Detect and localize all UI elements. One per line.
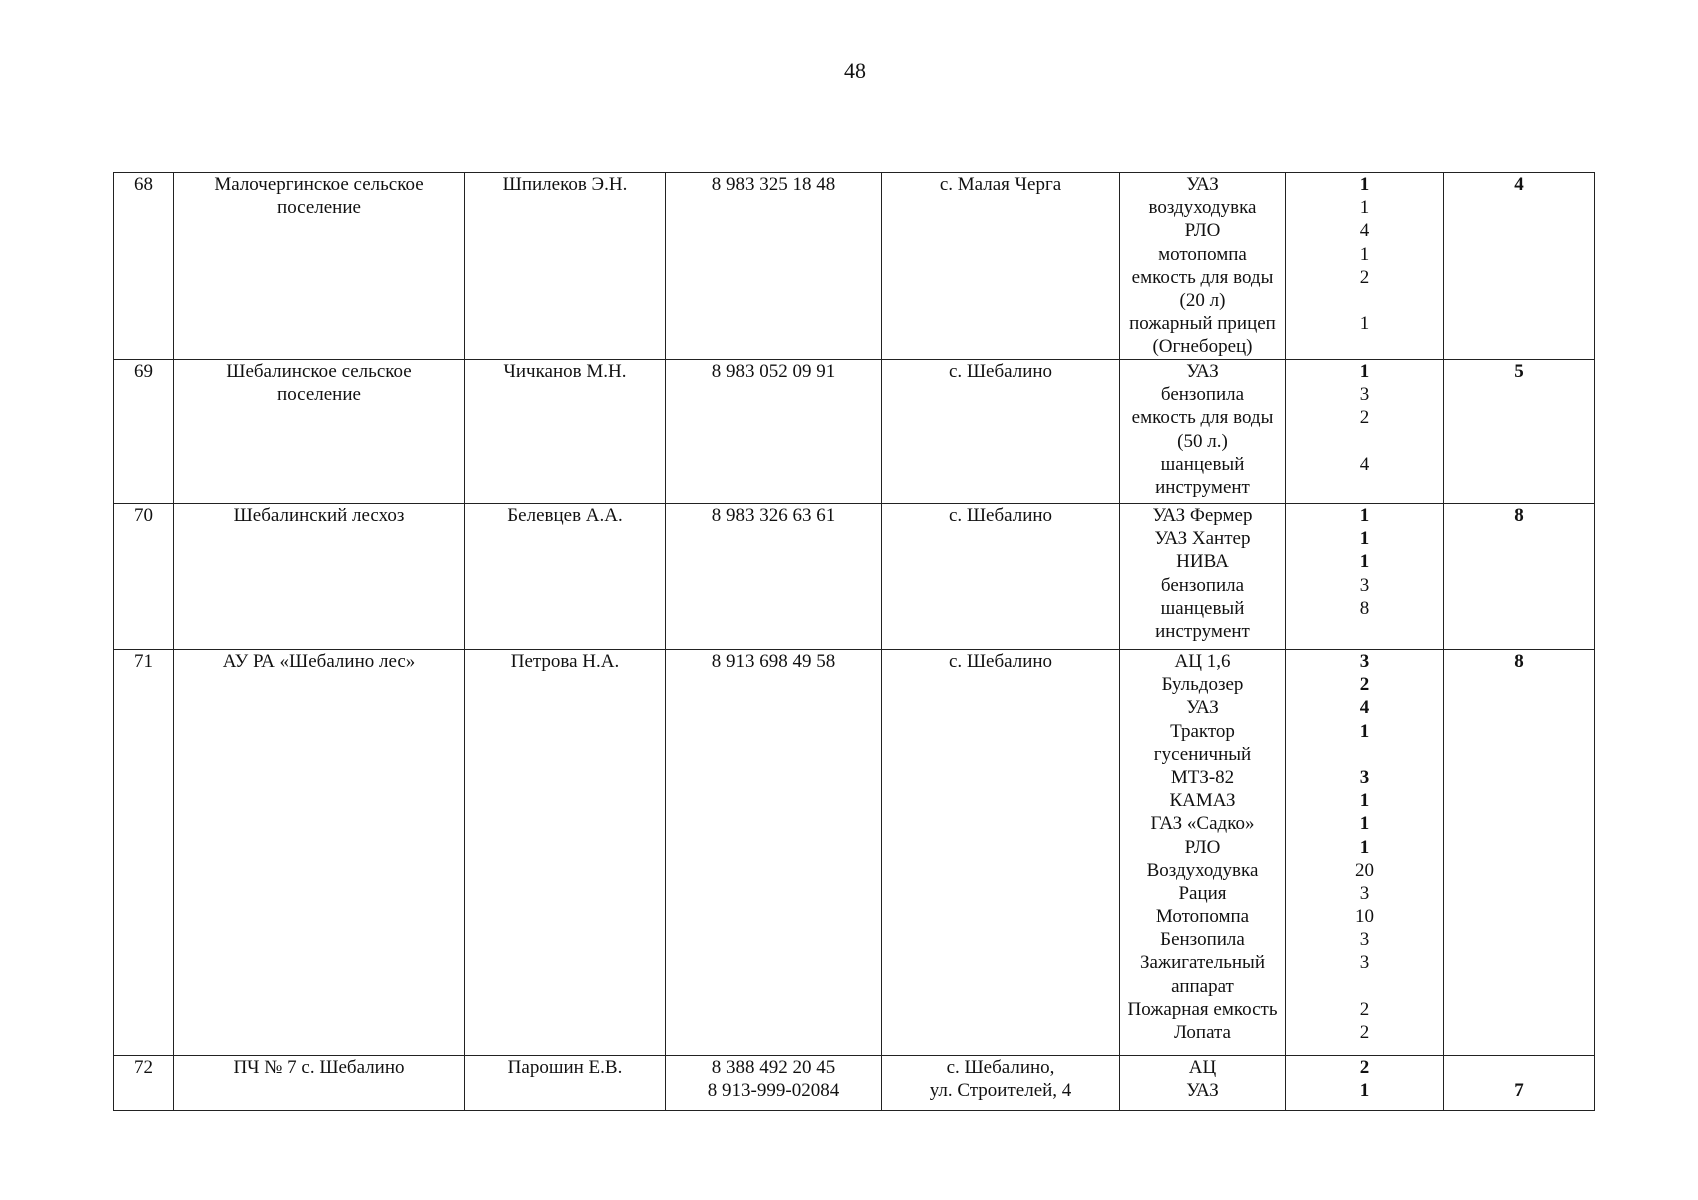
- quantity-line: 3: [1359, 384, 1370, 406]
- quantity-line: 2: [1359, 266, 1370, 288]
- equipment-line: Бульдозер: [1161, 674, 1244, 696]
- quantity-line: 20: [1355, 859, 1374, 881]
- responsible-person: Чичканов М.Н.: [503, 361, 627, 382]
- phone-line: 8 388 492 20 45: [711, 1057, 836, 1078]
- quantity-line: 4: [1359, 220, 1370, 242]
- location-line: с. Шебалино: [948, 651, 1053, 672]
- quantity-line: 1: [1359, 551, 1370, 573]
- equipment-line: УАЗ: [1186, 697, 1219, 719]
- equipment-line: МТЗ-82: [1170, 766, 1235, 788]
- quantity-line: 1: [1359, 813, 1370, 835]
- quantity-cell: [1286, 650, 1444, 1056]
- equipment-line: Трактор: [1170, 720, 1235, 742]
- equipment-line: Лопата: [1174, 1022, 1231, 1043]
- equipment-line: бензопила: [1160, 574, 1245, 596]
- phone-cell: [666, 504, 882, 650]
- quantity-line: [1286, 430, 1443, 453]
- table-row: [114, 173, 1595, 360]
- table-row: [114, 1056, 1595, 1111]
- equipment-line: (Огнеборец): [1152, 336, 1253, 358]
- organization-cell: [174, 650, 465, 1056]
- phone-cell: [666, 650, 882, 1056]
- quantity-line: 1: [1359, 720, 1370, 742]
- equipment-line: КАМАЗ: [1169, 790, 1236, 812]
- row-number: 68: [134, 174, 153, 195]
- equipment-line: бензопила: [1160, 384, 1245, 406]
- total-value: 7: [1514, 1080, 1524, 1102]
- organization-line: Шебалинский лесхоз: [233, 505, 405, 526]
- organization-cell: [174, 173, 465, 360]
- equipment-line: Пожарная емкость: [1127, 998, 1278, 1020]
- row-number-cell: [114, 650, 174, 1056]
- equipment-line: (20 л): [1179, 289, 1226, 311]
- page-number: 48: [844, 58, 866, 83]
- location-line: с. Шебалино: [948, 361, 1053, 382]
- organization-line: АУ РА «Шебалино лес»: [222, 651, 416, 672]
- quantity-line: 3: [1359, 929, 1370, 951]
- equipment-line: УАЗ: [1186, 174, 1219, 195]
- quantity-line: 2: [1359, 1057, 1370, 1078]
- equipment-cell: [1120, 1056, 1286, 1111]
- quantity-line: 3: [1359, 651, 1370, 672]
- quantity-line: 4: [1359, 697, 1370, 719]
- quantity-line: 2: [1359, 407, 1370, 429]
- equipment-line: инструмент: [1155, 620, 1250, 642]
- location-cell: [882, 504, 1120, 650]
- quantity-line: 1: [1359, 174, 1370, 195]
- equipment-line: УАЗ: [1186, 361, 1219, 382]
- responsible-person: Шпилеков Э.Н.: [502, 174, 628, 195]
- quantity-line: 1: [1359, 528, 1370, 550]
- equipment-line: шанцевый: [1160, 453, 1245, 475]
- row-number-cell: [114, 360, 174, 504]
- phone-line: 8 983 052 09 91: [711, 361, 836, 382]
- equipment-cell: [1120, 650, 1286, 1056]
- total-cell: [1444, 1056, 1595, 1111]
- organization-line: Малочергинское сельское: [214, 174, 424, 195]
- phone-cell: [666, 1056, 882, 1111]
- equipment-line: АЦ 1,6: [1174, 651, 1231, 672]
- quantity-line: 1: [1359, 505, 1370, 526]
- location-line: с. Шебалино,: [946, 1057, 1055, 1078]
- equipment-cell: [1120, 504, 1286, 650]
- row-number-cell: [114, 1056, 174, 1111]
- total-value: 4: [1514, 174, 1524, 195]
- quantity-line: 3: [1359, 766, 1370, 788]
- quantity-cell: [1286, 1056, 1444, 1111]
- quantity-line: [1286, 335, 1443, 358]
- quantity-line: [1286, 476, 1443, 499]
- quantity-line: 2: [1359, 674, 1370, 696]
- total-value: 5: [1514, 361, 1524, 382]
- total-value: 8: [1514, 505, 1524, 526]
- quantity-line: 1: [1359, 313, 1370, 335]
- equipment-line: УАЗ: [1186, 1080, 1219, 1102]
- organization-cell: [174, 360, 465, 504]
- location-line: с. Шебалино: [948, 505, 1053, 526]
- equipment-line: УАЗ Хантер: [1154, 528, 1251, 550]
- equipment-line: АЦ: [1188, 1057, 1217, 1078]
- quantity-line: 3: [1359, 574, 1370, 596]
- quantity-line: 1: [1359, 243, 1370, 265]
- responsible-person-cell: [465, 1056, 666, 1111]
- quantity-line: 1: [1359, 790, 1370, 812]
- responsible-person: Парошин Е.В.: [507, 1057, 623, 1078]
- total-cell: [1444, 504, 1595, 650]
- equipment-line: емкость для воды: [1131, 266, 1274, 288]
- phone-line: 8 913 698 49 58: [711, 651, 836, 672]
- equipment-line: шанцевый: [1160, 597, 1245, 619]
- responsible-person-cell: [465, 504, 666, 650]
- table-row: [114, 650, 1595, 1056]
- quantity-line: 1: [1359, 197, 1370, 219]
- responsible-person-cell: [465, 650, 666, 1056]
- quantity-line: 3: [1359, 952, 1370, 974]
- total-cell: [1444, 173, 1595, 360]
- row-number-cell: [114, 504, 174, 650]
- equipment-line: Рация: [1178, 882, 1227, 904]
- quantity-line: 2: [1359, 998, 1370, 1020]
- row-number: 69: [134, 361, 153, 382]
- total-spacer: [1444, 1056, 1594, 1079]
- equipment-line: УАЗ Фермер: [1152, 505, 1253, 526]
- quantity-line: [1286, 743, 1443, 766]
- equipment-line: гусеничный: [1153, 743, 1252, 765]
- phone-line: 8 983 326 63 61: [711, 505, 836, 526]
- quantity-line: 1: [1359, 836, 1370, 858]
- quantity-line: 2: [1359, 1022, 1370, 1043]
- responsible-person: Белевцев А.А.: [507, 505, 623, 526]
- equipment-line: мотопомпа: [1158, 243, 1247, 265]
- row-number: 72: [134, 1057, 153, 1078]
- quantity-line: 1: [1359, 1080, 1370, 1102]
- equipment-line: ГАЗ «Садко»: [1150, 813, 1255, 835]
- organization-cell: [174, 504, 465, 650]
- responsible-person-cell: [465, 360, 666, 504]
- quantity-cell: [1286, 360, 1444, 504]
- table-row: [114, 504, 1595, 650]
- total-cell: [1444, 360, 1595, 504]
- responsible-person-cell: [465, 173, 666, 360]
- location-cell: [882, 360, 1120, 504]
- equipment-line: РЛО: [1184, 836, 1221, 858]
- quantity-line: 3: [1359, 882, 1370, 904]
- phone-line: 8 983 325 18 48: [711, 174, 836, 195]
- equipment-cell: [1120, 173, 1286, 360]
- phone-cell: [666, 360, 882, 504]
- quantity-cell: [1286, 504, 1444, 650]
- phone-line: 8 913-999-02084: [707, 1080, 840, 1102]
- organization-line: Шебалинское сельское: [226, 361, 412, 382]
- row-number: 71: [134, 651, 153, 672]
- total-cell: [1444, 650, 1595, 1056]
- equipment-line: Мотопомпа: [1155, 906, 1250, 928]
- location-line: с. Малая Черга: [939, 174, 1062, 195]
- organization-line: ПЧ № 7 с. Шебалино: [233, 1057, 405, 1078]
- equipment-line: НИВА: [1176, 551, 1229, 573]
- equipment-table: [113, 172, 1595, 1111]
- quantity-line: [1286, 289, 1443, 312]
- equipment-line: воздуходувка: [1148, 197, 1257, 219]
- phone-cell: [666, 173, 882, 360]
- quantity-line: 4: [1359, 453, 1370, 475]
- location-cell: [882, 650, 1120, 1056]
- equipment-line: емкость для воды: [1131, 407, 1274, 429]
- equipment-line: РЛО: [1184, 220, 1221, 242]
- equipment-line: Бензопила: [1160, 929, 1245, 951]
- table-row: [114, 360, 1595, 504]
- equipment-line: инструмент: [1155, 476, 1250, 498]
- quantity-line: 8: [1359, 597, 1370, 619]
- organization-cell: [174, 1056, 465, 1111]
- equipment-line: Зажигательный: [1140, 952, 1265, 974]
- equipment-cell: [1120, 360, 1286, 504]
- responsible-person: Петрова Н.А.: [510, 651, 620, 672]
- total-value: 8: [1514, 651, 1524, 672]
- organization-line: поселение: [277, 197, 361, 219]
- quantity-line: 10: [1355, 906, 1374, 928]
- organization-line: поселение: [277, 384, 361, 406]
- quantity-cell: [1286, 173, 1444, 360]
- location-cell: [882, 173, 1120, 360]
- equipment-line: (50 л.): [1177, 430, 1228, 452]
- location-line: ул. Строителей, 4: [929, 1080, 1072, 1102]
- row-number-cell: [114, 173, 174, 360]
- quantity-line: [1286, 975, 1443, 998]
- row-number: 70: [134, 505, 153, 526]
- equipment-line: аппарат: [1171, 975, 1234, 997]
- quantity-line: 1: [1359, 361, 1370, 382]
- location-cell: [882, 1056, 1120, 1111]
- quantity-line: [1286, 620, 1443, 643]
- equipment-line: Воздуходувка: [1146, 859, 1259, 881]
- equipment-line: пожарный прицеп: [1129, 313, 1276, 335]
